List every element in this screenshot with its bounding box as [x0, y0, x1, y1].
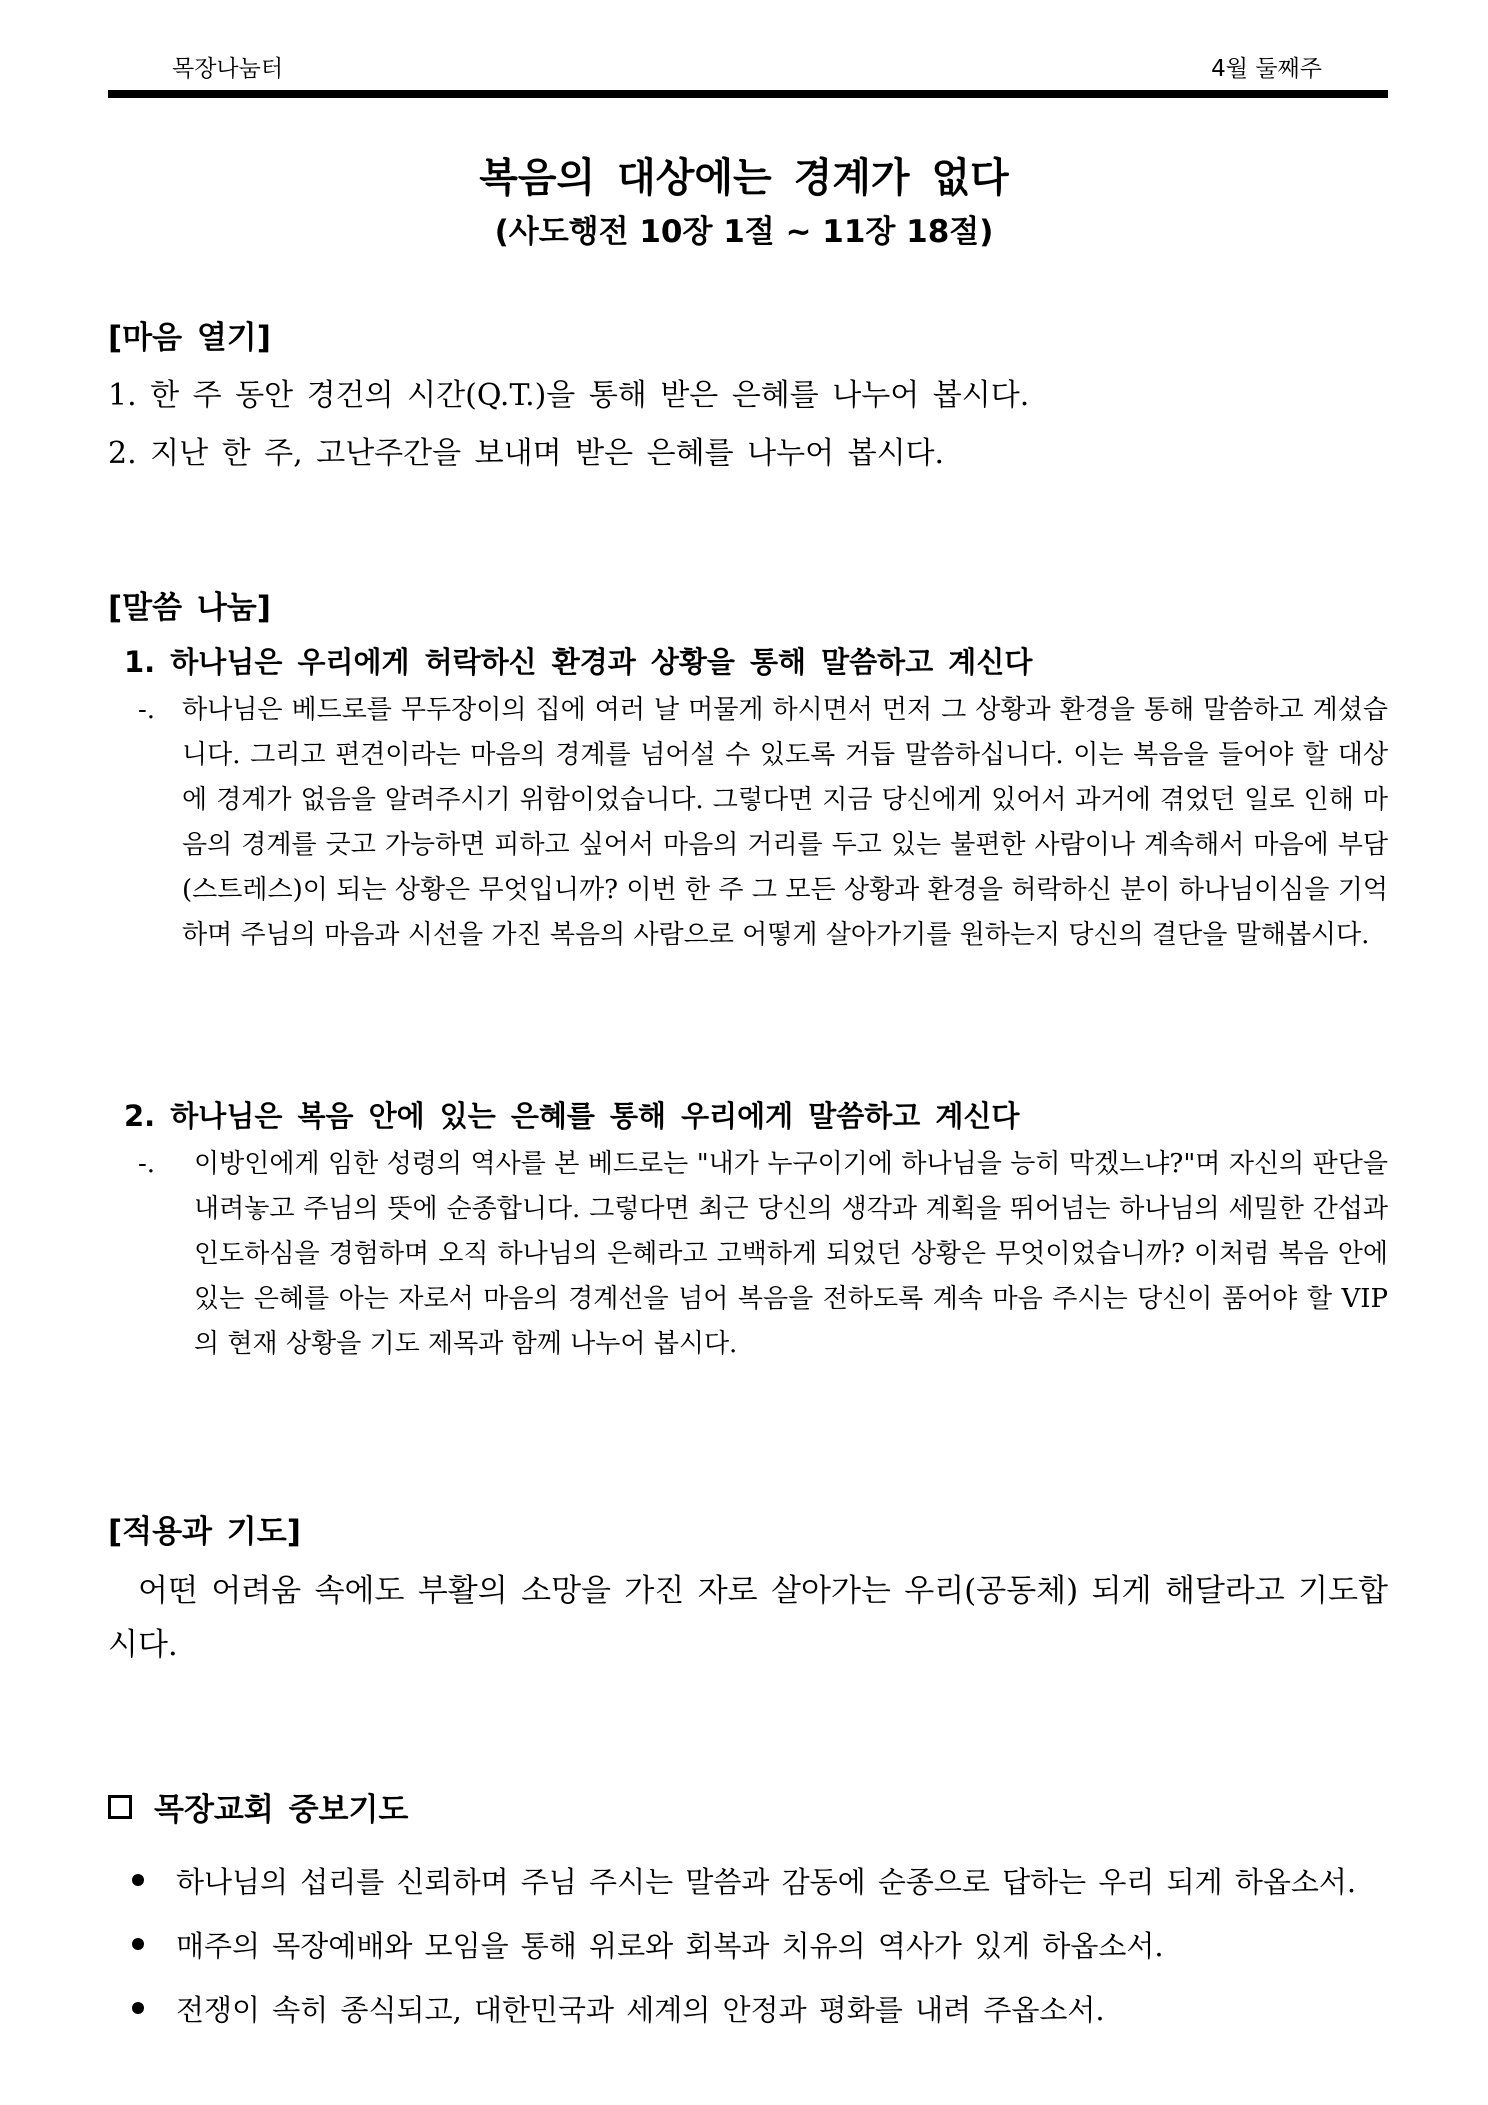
word-item-1-body-block	[138, 688, 1388, 958]
bullet-icon	[132, 2002, 144, 2014]
header-right: 4월 둘째주	[1211, 56, 1322, 82]
header-left: 목장나눔터	[172, 56, 284, 82]
word-item-2-title: 2. 하나님은 복음 안에 있는 은혜를 통해 우리에게 말씀하고 계신다	[124, 1099, 1020, 1133]
intercession-item-3: 전쟁이 속히 종식되고, 대한민국과 세계의 안정과 평화를 내려 주옵소서.	[176, 1993, 1105, 2027]
intercession-item-1: 하나님의 섭리를 신뢰하며 주님 주시는 말씀과 감동에 순종으로 답하는 우리 되게 하옵소서.	[176, 1865, 1357, 1899]
list-item	[124, 1860, 1356, 1924]
page-header	[108, 46, 1388, 98]
opening-item-2: 2. 지난 한 주, 고난주간을 보내며 받은 은혜를 나누어 봅시다.	[108, 436, 945, 471]
list-item	[124, 1924, 1356, 1988]
bullet-icon	[132, 1874, 144, 1886]
word-item-1-body: 하나님은 베드로를 무두장이의 집에 여러 날 머물게 하시면서 먼저 그 상황과 환경을 통해 말씀하고 계셨습니다. 그리고 편견이라는 마음의 경계를 넘어설 수 있도록 거듭 말씀하십니다. 이는 복음을 들어야 할 대상에 경계가 없음을 알려주시기 위함이었습니다. 그렇다면 지금 당신에게 있어서 과거에 겪었던 일로 인해 마음의 경계를 긋고 가능하면 피하고 싶어서 마음의 거리를 두고 있는 불편한 사람이나 계속해서 마음에 부담(스트레스)이 되는 상황은 무엇입니까? 이번 한 주 그 모든 상황과 환경을 허락하신 분이 하나님이심을 기억하며 주님의 마음과 시선을 가진 복음의 사람으로 어떻게 살아가기를 원하는지 당신의 결단을 말해봅시다.	[182, 695, 1388, 950]
dash-marker: -.	[138, 1149, 156, 1179]
word-item-1-title: 1. 하나님은 우리에게 허락하신 환경과 상황을 통해 말씀하고 계신다	[124, 645, 1033, 679]
apply-heading: [적용과 기도]	[108, 1514, 301, 1550]
intercession-heading-row	[108, 1784, 408, 1829]
apply-body: 어떤 어려움 속에도 부활의 소망을 가진 자로 살아가는 우리(공동체) 되게 해달라고 기도합시다.	[108, 1573, 1388, 1663]
intercession-list	[124, 1860, 1356, 2052]
bullet-icon	[132, 1938, 144, 1950]
intercession-item-2: 매주의 목장예배와 모임을 통해 위로와 회복과 치유의 역사가 있게 하옵소서.	[176, 1929, 1164, 1963]
page-title: 복음의 대상에는 경계가 없다	[479, 155, 1009, 201]
page-subtitle: (사도행전 10장 1절 ~ 11장 18절)	[494, 214, 994, 250]
intercession-heading: 목장교회 중보기도	[154, 1792, 409, 1828]
opening-item-1: 1. 한 주 동안 경건의 시간(Q.T.)을 통해 받은 은혜를 나누어 봅시다.	[108, 378, 1030, 413]
opening-heading: [마음 열기]	[108, 320, 271, 356]
word-item-2-body-block	[138, 1142, 1388, 1367]
dash-marker: -.	[138, 695, 156, 725]
list-item	[124, 1988, 1356, 2052]
checkbox-icon	[108, 1795, 132, 1819]
word-heading: [말씀 나눔]	[108, 590, 271, 626]
word-item-2-body: 이방인에게 임한 성령의 역사를 본 베드로는 "내가 누구이기에 하나님을 능히 막겠느냐?"며 자신의 판단을 내려놓고 주님의 뜻에 순종합니다. 그렇다면 최근 당신의 생각과 계획을 뛰어넘는 하나님의 세밀한 간섭과 인도하심을 경험하며 오직 하나님의 은혜라고 고백하게 되었던 상황은 무엇이었습니까? 이처럼 복음 안에 있는 은혜를 아는 자로서 마음의 경계선을 넘어 복음을 전하도록 계속 마음 주시는 당신이 품어야 할 VIP의 현재 상황을 기도 제목과 함께 나누어 봅시다.	[194, 1149, 1388, 1359]
